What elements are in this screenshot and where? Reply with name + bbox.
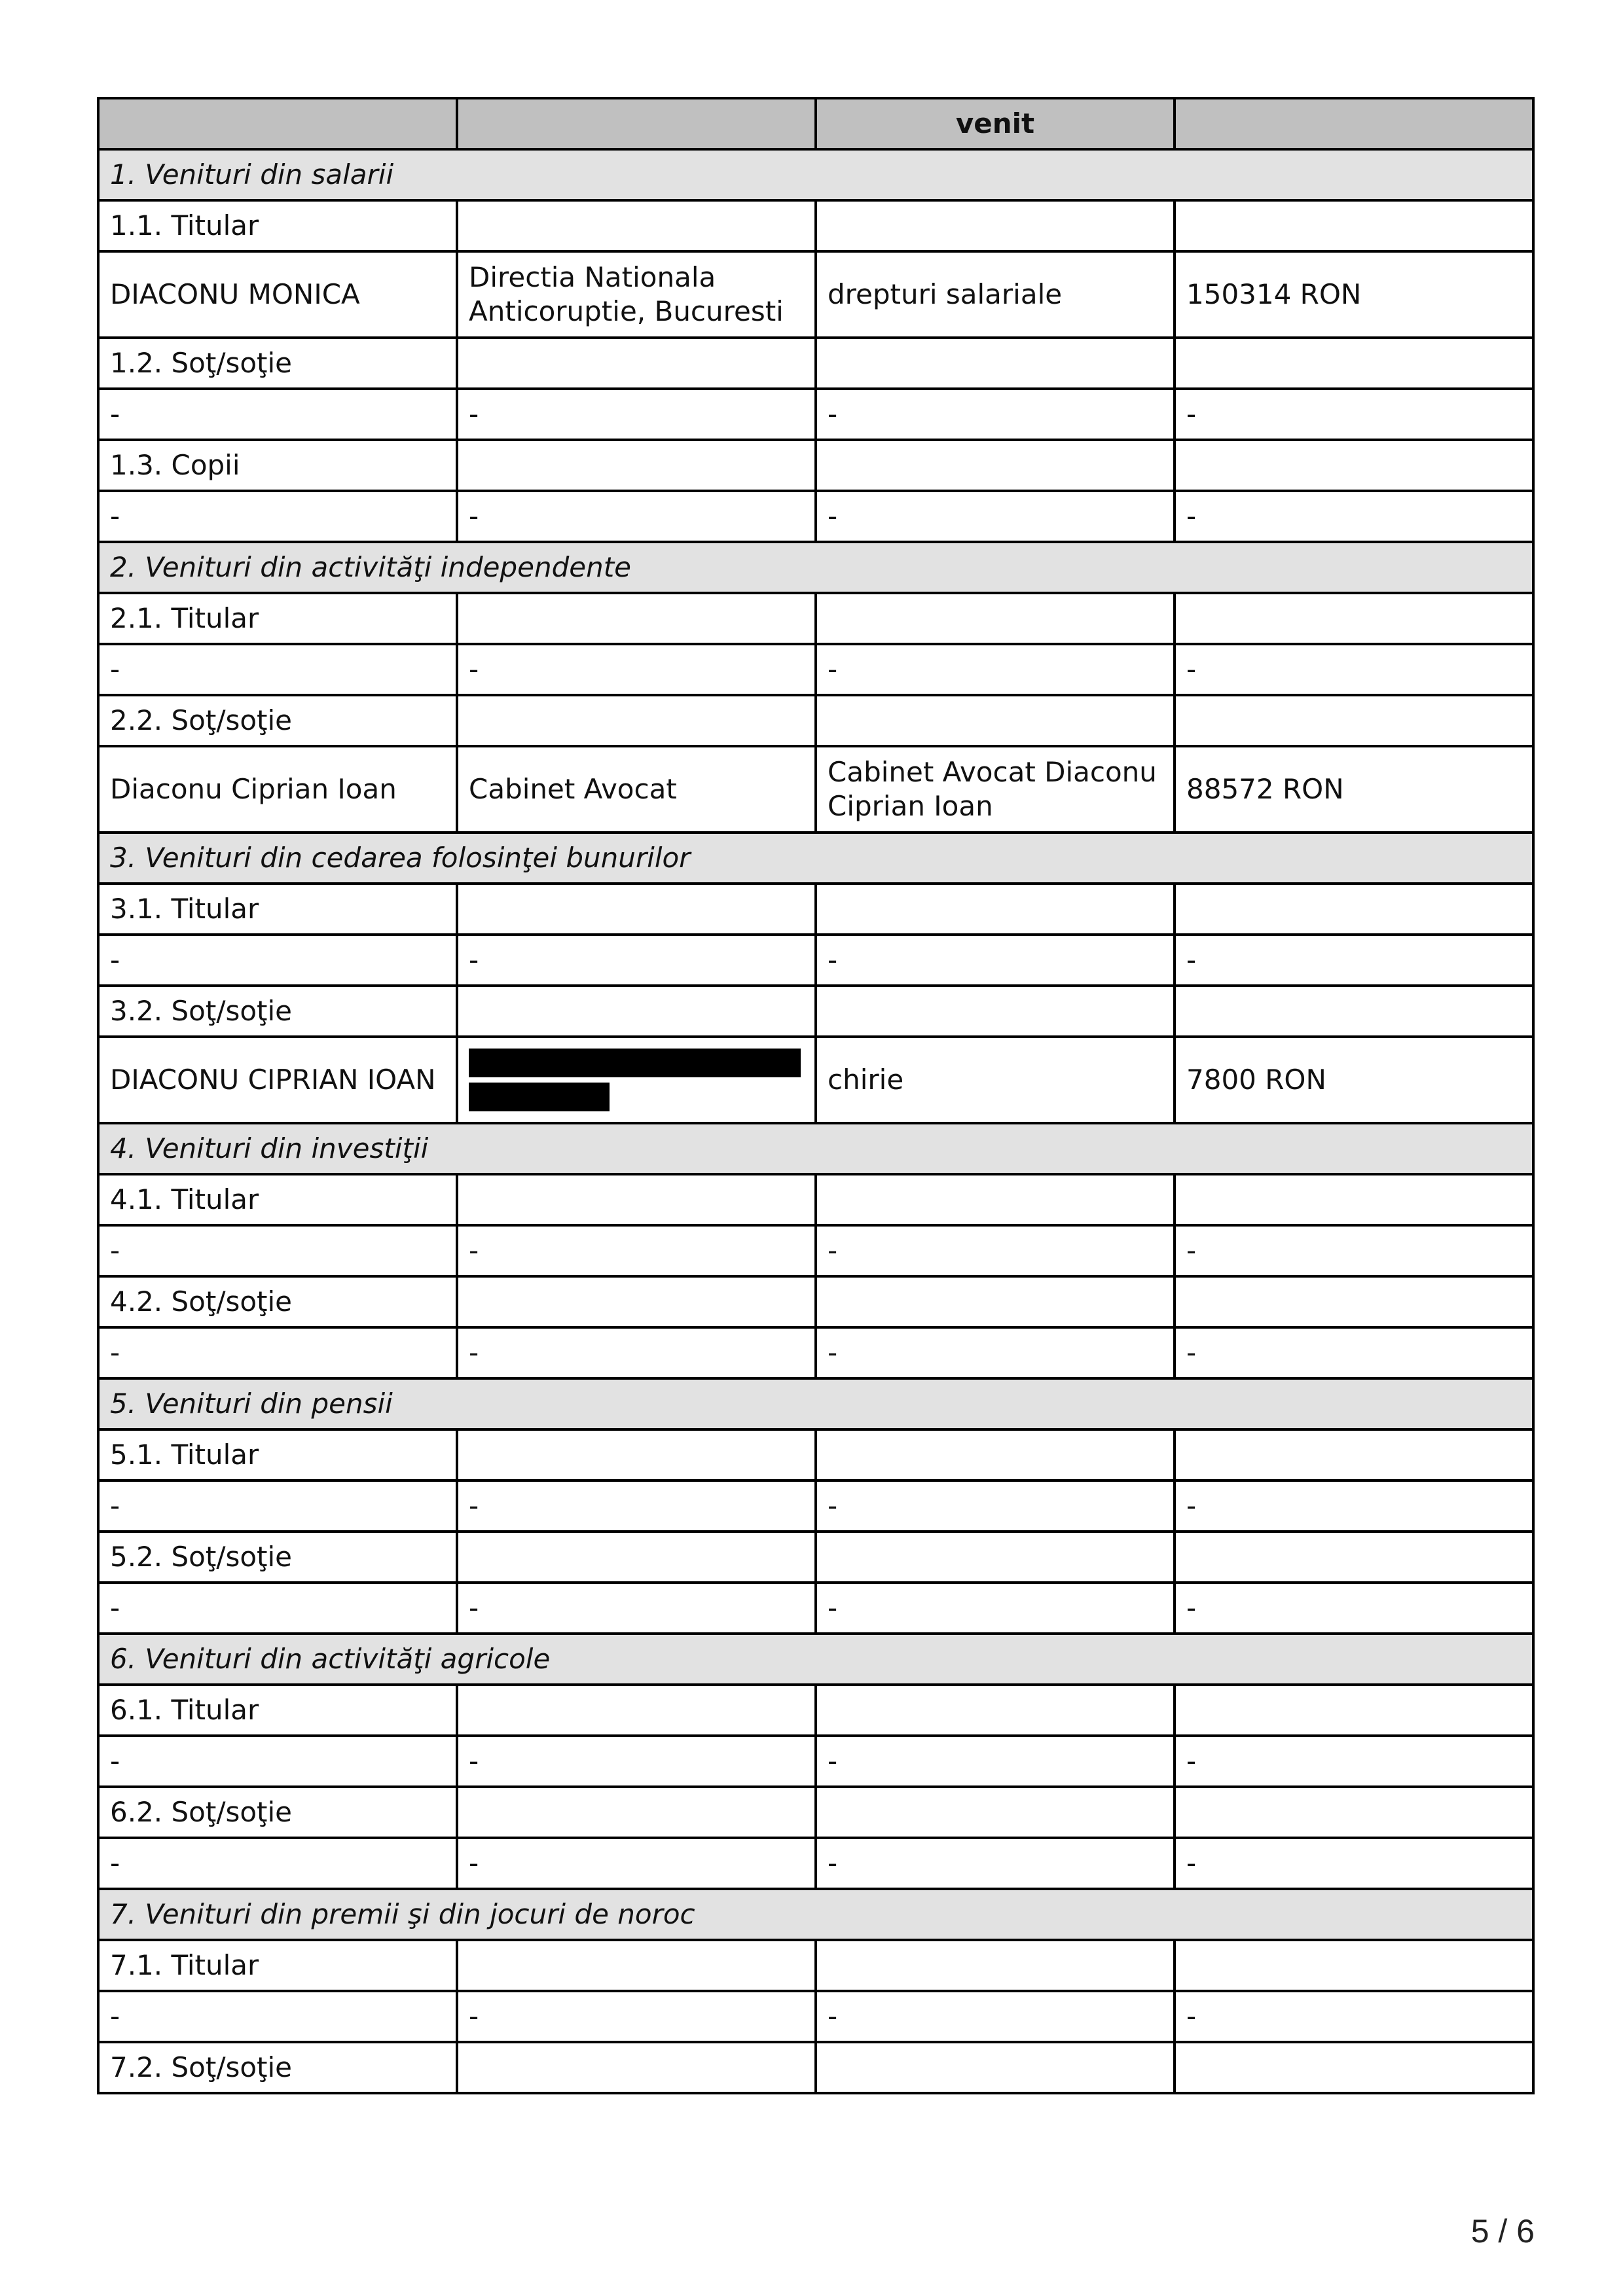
table-cell [457, 1276, 816, 1327]
table-row [98, 593, 1533, 644]
table-cell: 4.1. Titular [98, 1174, 457, 1225]
table-row [98, 1940, 1533, 1991]
table-cell [816, 1685, 1175, 1736]
redaction-bar [469, 1049, 801, 1077]
table-cell: 88572 RON [1175, 746, 1533, 833]
table-cell [457, 1532, 816, 1583]
table-cell: - [1175, 1736, 1533, 1787]
table-row [98, 1991, 1533, 2042]
table-row [98, 1583, 1533, 1634]
table-row [98, 1685, 1533, 1736]
table-cell [1175, 338, 1533, 389]
table-cell: - [98, 1225, 457, 1276]
section-header-row [98, 833, 1533, 884]
section-title: 7. Venituri din premii şi din jocuri de noroc [98, 1889, 1533, 1940]
table-cell [457, 884, 816, 935]
table-row [98, 491, 1533, 542]
income-table [97, 97, 1535, 2094]
table-cell: - [98, 1991, 457, 2042]
table-cell [1175, 986, 1533, 1037]
table-cell [816, 2042, 1175, 2093]
table-cell [457, 1787, 816, 1838]
table-cell [1175, 2042, 1533, 2093]
page-number: 5 / 6 [1470, 2213, 1535, 2250]
table-cell: - [457, 389, 816, 440]
table-cell: Directia Nationala Anticoruptie, Bucuresti [457, 251, 816, 338]
section-header-row [98, 149, 1533, 200]
table-row [98, 1327, 1533, 1378]
table-cell: - [816, 491, 1175, 542]
table-cell [457, 200, 816, 251]
section-header-row [98, 1123, 1533, 1174]
table-row [98, 884, 1533, 935]
table-cell [457, 593, 816, 644]
table-row [98, 1276, 1533, 1327]
table-cell [457, 1685, 816, 1736]
table-cell [816, 593, 1175, 644]
table-cell [816, 986, 1175, 1037]
table-cell: - [98, 935, 457, 986]
table-row [98, 1838, 1533, 1889]
table-header-row [98, 98, 1533, 149]
table-cell [1175, 1174, 1533, 1225]
table-cell: - [457, 491, 816, 542]
table-cell: 3.1. Titular [98, 884, 457, 935]
section-title: 4. Venituri din investiţii [98, 1123, 1533, 1174]
table-row [98, 251, 1533, 338]
table-cell [457, 1940, 816, 1991]
table-row [98, 1037, 1533, 1123]
table-cell: - [98, 1327, 457, 1378]
table-cell [457, 338, 816, 389]
table-row [98, 986, 1533, 1037]
header-cell [1175, 98, 1533, 149]
table-cell: - [1175, 1480, 1533, 1532]
section-title: 1. Venituri din salarii [98, 149, 1533, 200]
table-cell [457, 1429, 816, 1480]
table-cell: 6.2. Soţ/soţie [98, 1787, 457, 1838]
section-header-row [98, 1889, 1533, 1940]
table-cell: - [98, 389, 457, 440]
table-cell: - [1175, 644, 1533, 695]
table-cell: - [1175, 1225, 1533, 1276]
table-cell [1175, 1685, 1533, 1736]
table-cell: - [816, 935, 1175, 986]
redacted-cell [457, 1037, 816, 1123]
table-cell: - [816, 1838, 1175, 1889]
table-row [98, 935, 1533, 986]
table-cell: - [1175, 491, 1533, 542]
table-cell: - [457, 1991, 816, 2042]
table-cell: - [816, 1327, 1175, 1378]
table-cell: - [816, 1991, 1175, 2042]
table-cell [816, 1429, 1175, 1480]
table-cell: Cabinet Avocat Diaconu Ciprian Ioan [816, 746, 1175, 833]
table-row [98, 1532, 1533, 1583]
table-cell: - [1175, 1583, 1533, 1634]
table-row [98, 644, 1533, 695]
table-cell: 1.2. Soţ/soţie [98, 338, 457, 389]
table-cell: - [816, 1225, 1175, 1276]
table-row [98, 746, 1533, 833]
table-cell: - [457, 1583, 816, 1634]
table-cell: - [816, 1583, 1175, 1634]
section-header-row [98, 1378, 1533, 1429]
table-row [98, 695, 1533, 746]
table-cell [457, 695, 816, 746]
table-cell [457, 1174, 816, 1225]
table-cell: - [816, 644, 1175, 695]
table-cell: - [98, 1583, 457, 1634]
table-cell [816, 695, 1175, 746]
table-cell: 7.2. Soţ/soţie [98, 2042, 457, 2093]
table-cell [816, 200, 1175, 251]
table-cell [457, 986, 816, 1037]
section-title: 2. Venituri din activităţi independente [98, 542, 1533, 593]
table-cell: 2.1. Titular [98, 593, 457, 644]
table-cell: DIACONU CIPRIAN IOAN [98, 1037, 457, 1123]
header-cell [457, 98, 816, 149]
table-cell: DIACONU MONICA [98, 251, 457, 338]
table-cell: chirie [816, 1037, 1175, 1123]
table-cell [816, 1940, 1175, 1991]
table-cell [816, 1174, 1175, 1225]
table-cell: 2.2. Soţ/soţie [98, 695, 457, 746]
table-cell: - [457, 1225, 816, 1276]
table-cell: - [1175, 389, 1533, 440]
table-cell [816, 884, 1175, 935]
table-cell [816, 440, 1175, 491]
table-cell: 5.1. Titular [98, 1429, 457, 1480]
table-cell: - [816, 389, 1175, 440]
table-cell [1175, 1787, 1533, 1838]
table-cell: - [816, 1736, 1175, 1787]
table-cell: - [457, 1327, 816, 1378]
table-cell: - [457, 1480, 816, 1532]
table-cell [1175, 1429, 1533, 1480]
table-row [98, 440, 1533, 491]
table-row [98, 1174, 1533, 1225]
table-cell [1175, 884, 1533, 935]
header-cell [98, 98, 457, 149]
table-cell [1175, 440, 1533, 491]
table-cell [1175, 695, 1533, 746]
table-cell: - [1175, 1991, 1533, 2042]
table-cell: 3.2. Soţ/soţie [98, 986, 457, 1037]
table-cell [457, 2042, 816, 2093]
table-cell: 7.1. Titular [98, 1940, 457, 1991]
table-cell: 1.1. Titular [98, 200, 457, 251]
table-cell [1175, 200, 1533, 251]
table-cell: - [98, 1736, 457, 1787]
table-cell [457, 440, 816, 491]
table-row [98, 1787, 1533, 1838]
table-cell: - [98, 1480, 457, 1532]
table-cell: 7800 RON [1175, 1037, 1533, 1123]
table-cell: 1.3. Copii [98, 440, 457, 491]
table-cell [1175, 593, 1533, 644]
table-cell: - [98, 491, 457, 542]
table-cell [1175, 1940, 1533, 1991]
table-cell: 6.1. Titular [98, 1685, 457, 1736]
table-cell: - [1175, 1838, 1533, 1889]
table-cell [816, 1787, 1175, 1838]
table-cell: 4.2. Soţ/soţie [98, 1276, 457, 1327]
section-header-row [98, 1634, 1533, 1685]
header-cell: venit [816, 98, 1175, 149]
table-cell [1175, 1532, 1533, 1583]
table-cell: - [457, 1838, 816, 1889]
table-cell: - [98, 644, 457, 695]
table-cell: drepturi salariale [816, 251, 1175, 338]
table-cell: 5.2. Soţ/soţie [98, 1532, 457, 1583]
table-cell [816, 1532, 1175, 1583]
table-cell: - [457, 1736, 816, 1787]
table-row [98, 2042, 1533, 2093]
table-cell: - [98, 1838, 457, 1889]
table-row [98, 200, 1533, 251]
section-title: 6. Venituri din activităţi agricole [98, 1634, 1533, 1685]
table-cell [1175, 1276, 1533, 1327]
table-row [98, 1429, 1533, 1480]
table-cell: - [457, 935, 816, 986]
table-cell: - [1175, 1327, 1533, 1378]
section-title: 5. Venituri din pensii [98, 1378, 1533, 1429]
table-row [98, 389, 1533, 440]
section-title: 3. Venituri din cedarea folosinţei bunurilor [98, 833, 1533, 884]
table-cell [816, 338, 1175, 389]
table-cell: - [816, 1480, 1175, 1532]
table-row [98, 1736, 1533, 1787]
table-cell [816, 1276, 1175, 1327]
table-row [98, 1225, 1533, 1276]
table-row [98, 1480, 1533, 1532]
table-cell: Diaconu Ciprian Ioan [98, 746, 457, 833]
table-cell: - [457, 644, 816, 695]
table-row [98, 338, 1533, 389]
section-header-row [98, 542, 1533, 593]
redaction-bar [469, 1083, 610, 1111]
table-cell: 150314 RON [1175, 251, 1533, 338]
table-cell: Cabinet Avocat [457, 746, 816, 833]
table-cell: - [1175, 935, 1533, 986]
